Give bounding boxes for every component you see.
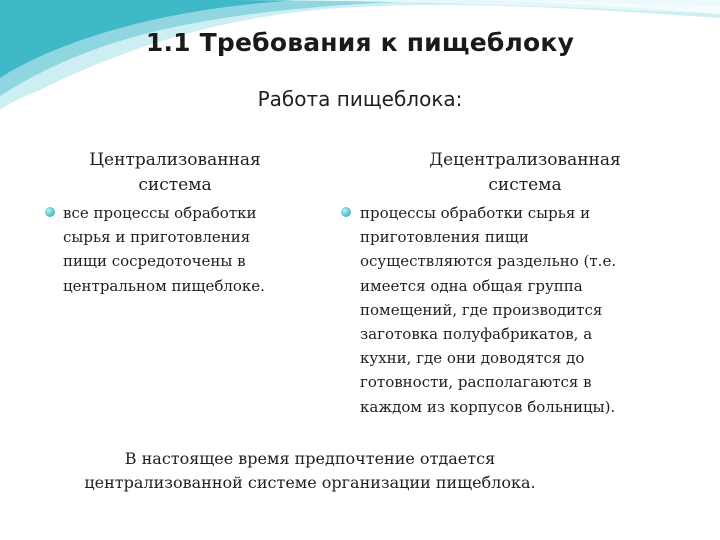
slide-subtitle: Работа пищеблока: (257, 87, 463, 111)
left-heading-line: система (138, 175, 212, 195)
bullet-line: приготовления пищи (360, 228, 529, 247)
bullet-line: осуществляются раздельно (т.е. (360, 252, 617, 271)
bullet-line: готовности, располагаются в (360, 373, 592, 392)
right-heading-line: система (488, 175, 562, 195)
bullet-line: помещений, где производится (360, 300, 603, 319)
bullet-line: все процессы обработки (63, 204, 257, 222)
bullet-icon (341, 207, 351, 217)
bullet-icon (45, 207, 55, 217)
left-bullet-text (63, 201, 325, 298)
slide-title: 1.1 Требования к пищеблоку (145, 28, 575, 57)
bullet-line: процессы обработки сырья и (360, 204, 591, 222)
bullet-line: кухни, где они доводятся до (360, 349, 585, 368)
right-bullet-text (360, 201, 680, 419)
conclusion-line: В настоящее время предпочтение отдается (124, 449, 496, 468)
bullet-line: пищи сосредоточены в (63, 252, 246, 271)
bullet-line: каждом из корпусов больницы). (360, 397, 616, 416)
bullet-line: заготовка полуфабрикатов, а (360, 325, 593, 344)
left-column-heading (40, 148, 310, 198)
conclusion-text (30, 447, 590, 495)
right-heading-line: Децентрализованная (429, 150, 621, 170)
bullet-line: центральном пищеблоке. (63, 276, 265, 295)
bullet-line: имеется одна общая группа (360, 276, 583, 295)
bullet-line: сырья и приготовления (63, 228, 251, 247)
conclusion-line: централизованной системе организации пищеблока. (84, 473, 536, 492)
left-heading-line: Централизованная (89, 150, 261, 170)
right-column-heading (370, 148, 680, 198)
